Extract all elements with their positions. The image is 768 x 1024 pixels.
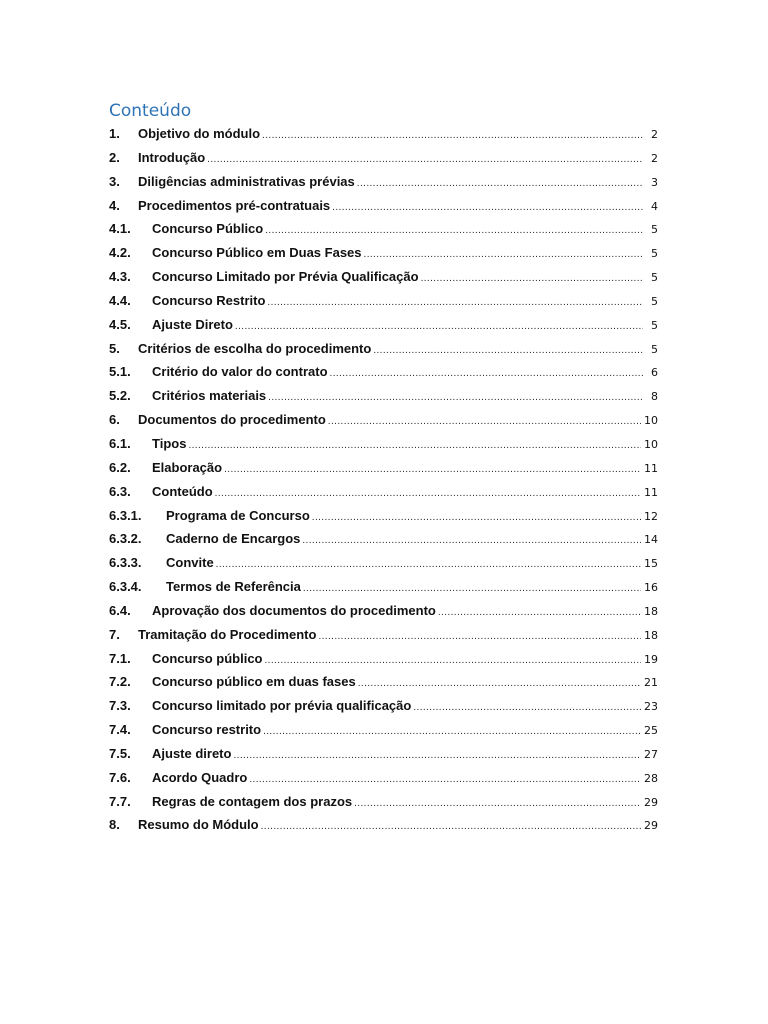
toc-entry-number: 6.3.3. <box>109 555 142 571</box>
toc-entry-page-number: 5 <box>651 223 658 237</box>
toc-entry-number: 7.7. <box>109 793 131 809</box>
toc-entry-page-number: 12 <box>644 509 658 523</box>
toc-entry[interactable] <box>109 122 658 146</box>
dot-leader <box>265 219 643 243</box>
dot-leader <box>354 792 641 816</box>
toc-entry[interactable] <box>109 504 658 528</box>
toc-entry-number: 6.1. <box>109 435 131 451</box>
toc-entry-page-number: 11 <box>644 485 658 499</box>
toc-entry-title[interactable]: Concurso público em duas fases <box>152 674 356 690</box>
toc-entry-page-number: 5 <box>651 271 658 285</box>
toc-entry[interactable] <box>109 289 658 313</box>
toc-entry-title[interactable]: Documentos do procedimento <box>138 412 326 428</box>
toc-entry-title[interactable]: Concurso limitado por prévia qualificação <box>152 698 412 714</box>
toc-entry[interactable] <box>109 360 658 384</box>
toc-entry-title[interactable]: Elaboração <box>152 459 223 475</box>
toc-entry[interactable] <box>109 265 658 289</box>
toc-entry-title[interactable]: Programa de Concurso <box>166 507 310 523</box>
toc-entry-number: 7.2. <box>109 674 131 690</box>
toc-entry[interactable] <box>109 670 658 694</box>
toc-entry-number: 4.3. <box>109 269 131 285</box>
toc-entry-number: 4.1. <box>109 221 131 237</box>
toc-entry-title[interactable]: Concurso Público em Duas Fases <box>152 245 362 261</box>
dot-leader <box>302 529 641 553</box>
toc-entry-title[interactable]: Critérios materiais <box>152 388 267 404</box>
toc-heading: Conteúdo <box>109 101 192 121</box>
toc-entry-page-number: 15 <box>644 557 658 571</box>
toc-entry[interactable] <box>109 813 658 837</box>
toc-entry[interactable] <box>109 146 658 170</box>
toc-entry-number: 1. <box>109 126 120 141</box>
toc-entry-number: 5. <box>109 340 120 356</box>
dot-leader <box>330 362 643 386</box>
toc-entry[interactable] <box>109 599 658 623</box>
toc-entry[interactable] <box>109 480 658 504</box>
toc-entry[interactable] <box>109 551 658 575</box>
toc-entry-number: 4. <box>109 197 120 213</box>
toc-entry[interactable] <box>109 694 658 718</box>
toc-entry[interactable] <box>109 384 658 408</box>
toc-entry-title[interactable]: Termos de Referência <box>166 579 301 595</box>
toc-entry-page-number: 5 <box>651 318 658 332</box>
toc-entry[interactable] <box>109 313 658 337</box>
toc-entry-number: 2. <box>109 149 120 165</box>
toc-entry-page-number: 18 <box>644 628 658 642</box>
toc-entry[interactable] <box>109 408 658 432</box>
toc-entry-page-number: 29 <box>644 795 658 809</box>
toc-entry-page-number: 2 <box>651 151 658 165</box>
toc-entry-title[interactable]: Objetivo do módulo <box>138 126 261 141</box>
toc-entry-number: 6.3.4. <box>109 579 142 595</box>
dot-leader <box>268 386 643 410</box>
toc-entry-number: 4.5. <box>109 316 131 332</box>
toc-entry-number: 5.1. <box>109 364 131 380</box>
toc-entry-page-number: 21 <box>644 676 658 690</box>
dot-leader <box>188 434 641 458</box>
toc-entry-page-number: 11 <box>644 461 658 475</box>
toc-entry-page-number: 5 <box>651 342 658 356</box>
dot-leader <box>318 625 641 649</box>
toc-entry-title[interactable]: Ajuste direto <box>152 745 232 761</box>
toc-entry-number: 4.4. <box>109 292 131 308</box>
toc-entry[interactable] <box>109 623 658 647</box>
toc-entry-title[interactable]: Acordo Quadro <box>152 769 248 785</box>
dot-leader <box>328 410 641 434</box>
toc-entry-number: 3. <box>109 173 120 189</box>
toc-entry-title[interactable]: Concurso Público <box>152 221 264 237</box>
dot-leader <box>413 696 641 720</box>
dot-leader <box>249 768 641 792</box>
toc-entry[interactable] <box>109 575 658 599</box>
toc-entry[interactable] <box>109 647 658 671</box>
toc-entry-number: 6.3. <box>109 483 131 499</box>
toc-entry-page-number: 3 <box>651 175 658 189</box>
dot-leader <box>235 315 643 339</box>
toc-entry-number: 7.6. <box>109 769 131 785</box>
dot-leader <box>364 243 643 267</box>
toc-entry-page-number: 8 <box>651 390 658 404</box>
dot-leader <box>261 815 641 839</box>
toc-entry-page-number: 14 <box>644 533 658 547</box>
toc-entry-title[interactable]: Convite <box>166 555 214 571</box>
toc-entry-title[interactable]: Tramitação do Procedimento <box>138 626 317 642</box>
toc-entry-number: 6. <box>109 412 120 428</box>
dot-leader <box>438 601 641 625</box>
dot-leader <box>215 482 641 506</box>
toc-entry[interactable] <box>109 456 658 480</box>
toc-entry-title[interactable]: Critério do valor do contrato <box>152 364 328 380</box>
toc-entry-title[interactable]: Tipos <box>152 435 187 451</box>
dot-leader <box>312 506 641 530</box>
toc-entry-page-number: 2 <box>651 128 658 141</box>
toc-entry-number: 5.2. <box>109 388 131 404</box>
toc-entry[interactable] <box>109 718 658 742</box>
toc-entry-page-number: 4 <box>651 199 658 213</box>
dot-leader <box>207 148 643 172</box>
toc-entry-title[interactable]: Concurso público <box>152 650 263 666</box>
toc-entry[interactable] <box>109 527 658 551</box>
toc-entry-title[interactable]: Aprovação dos documentos do procedimento <box>152 602 436 618</box>
toc-entry-title[interactable]: Critérios de escolha do procedimento <box>138 340 372 356</box>
toc-entry[interactable] <box>109 170 658 194</box>
dot-leader <box>332 196 643 220</box>
toc-entry-page-number: 5 <box>651 247 658 261</box>
dot-leader <box>421 267 643 291</box>
toc-entry-title[interactable]: Diligências administrativas prévias <box>138 173 355 189</box>
toc-entry-number: 7. <box>109 626 120 642</box>
dot-leader <box>233 744 641 768</box>
toc-entry-title[interactable]: Concurso Limitado por Prévia Qualificação <box>152 269 419 285</box>
dot-leader <box>357 172 643 196</box>
toc-entry[interactable] <box>109 766 658 790</box>
toc-entry-title[interactable]: Procedimentos pré-contratuais <box>138 197 331 213</box>
toc-entry[interactable] <box>109 742 658 766</box>
toc-entry-number: 6.2. <box>109 459 131 475</box>
toc-entry-page-number: 18 <box>644 604 658 618</box>
toc-entry-title[interactable]: Regras de contagem dos prazos <box>152 793 353 809</box>
toc-list <box>109 122 658 837</box>
toc-entry-title[interactable]: Ajuste Direto <box>152 316 233 332</box>
dot-leader <box>216 553 641 577</box>
toc-entry-number: 6.4. <box>109 602 131 618</box>
toc-entry-page-number: 5 <box>651 294 658 308</box>
toc-entry-page-number: 10 <box>644 414 658 428</box>
toc-entry[interactable] <box>109 217 658 241</box>
toc-entry-title[interactable]: Concurso restrito <box>152 722 262 738</box>
toc-entry-number: 7.4. <box>109 722 131 738</box>
toc-entry-page-number: 28 <box>644 771 658 785</box>
toc-entry-number: 4.2. <box>109 245 131 261</box>
toc-entry-title[interactable]: Conteúdo <box>152 483 213 499</box>
toc-entry-page-number: 23 <box>644 700 658 714</box>
dot-leader <box>265 649 642 673</box>
dot-leader <box>373 339 643 363</box>
toc-entry-page-number: 16 <box>644 581 658 595</box>
toc-entry-number: 7.5. <box>109 745 131 761</box>
toc-entry[interactable] <box>109 790 658 814</box>
toc-entry-page-number: 27 <box>644 747 658 761</box>
toc-entry[interactable] <box>109 194 658 218</box>
dot-leader <box>303 577 641 601</box>
toc-entry-number: 6.3.2. <box>109 531 142 547</box>
toc-entry-page-number: 19 <box>644 652 658 666</box>
toc-entry-title[interactable]: Introdução <box>138 149 206 165</box>
toc-entry[interactable] <box>109 337 658 361</box>
toc-entry-page-number: 25 <box>644 724 658 738</box>
dot-leader <box>224 458 641 482</box>
dot-leader <box>267 291 643 315</box>
toc-entry-title[interactable]: Resumo do Módulo <box>138 817 259 833</box>
dot-leader <box>262 124 643 148</box>
toc-entry-number: 7.3. <box>109 698 131 714</box>
toc-entry-number: 8. <box>109 817 120 833</box>
toc-entry-number: 7.1. <box>109 650 131 666</box>
toc-entry[interactable] <box>109 241 658 265</box>
toc-entry-number: 6.3.1. <box>109 507 142 523</box>
toc-entry-page-number: 6 <box>651 366 658 380</box>
toc-entry[interactable] <box>109 432 658 456</box>
dot-leader <box>263 720 641 744</box>
dot-leader <box>358 672 641 696</box>
toc-entry-title[interactable]: Concurso Restrito <box>152 292 266 308</box>
toc-entry-page-number: 29 <box>644 819 658 833</box>
toc-entry-page-number: 10 <box>644 437 658 451</box>
toc-entry-title[interactable]: Caderno de Encargos <box>166 531 301 547</box>
